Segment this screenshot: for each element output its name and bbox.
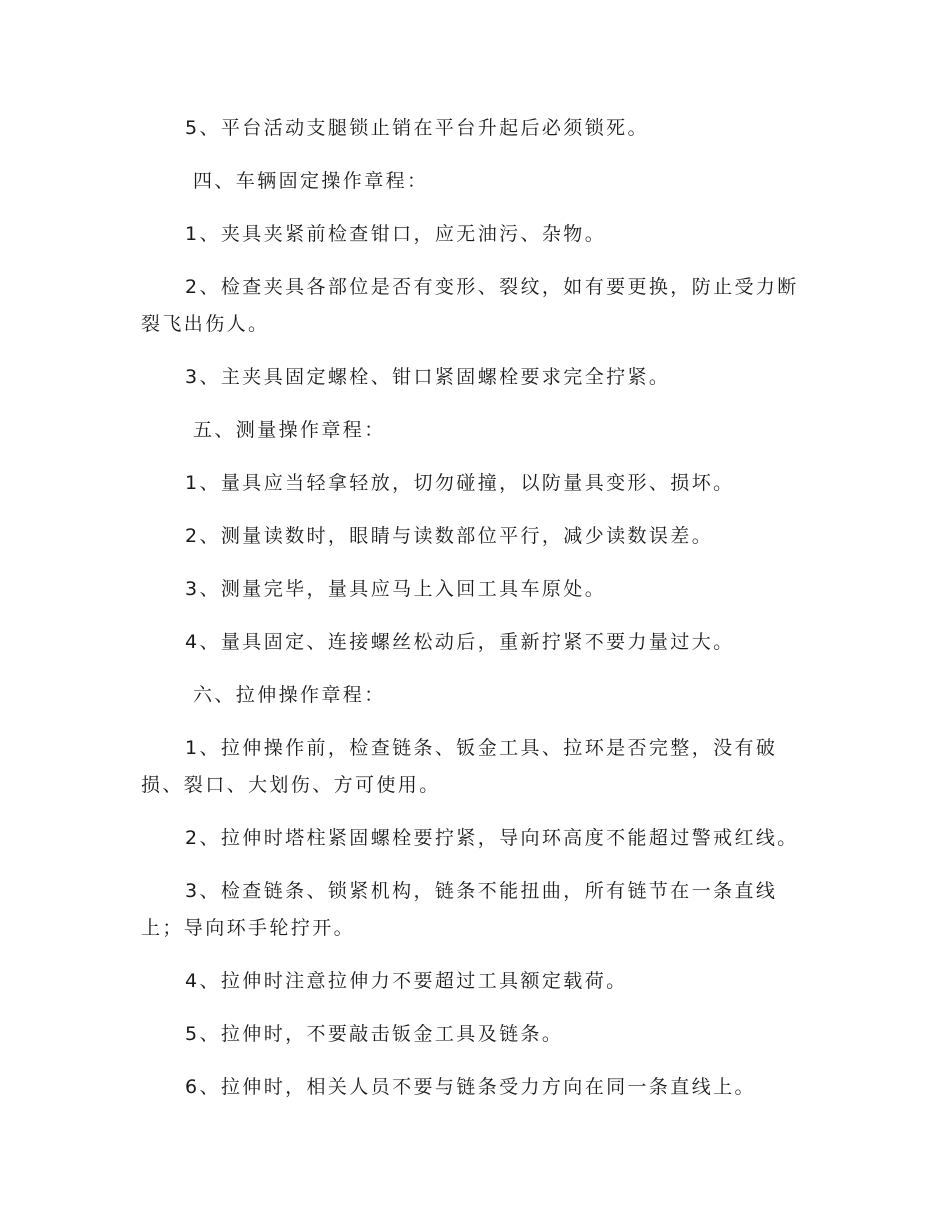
list-item: 5、平台活动支腿锁止销在平台升起后必须锁死。 [185,117,649,139]
list-item: 4、拉伸时注意拉伸力不要超过工具额定载荷。 [185,970,628,992]
list-item: 3、主夹具固定螺栓、钳口紧固螺栓要求完全拧紧。 [185,366,671,388]
list-item: 6、拉伸时，相关人员不要与链条受力方向在同一条直线上。 [185,1076,756,1098]
list-item: 2、测量读数时，眼睛与读数部位平行，减少读数误差。 [185,525,714,547]
section-heading: 五、测量操作章程： [193,419,386,441]
section-heading: 六、拉伸操作章程： [193,684,386,706]
list-item: 5、拉伸时，不要敲击钣金工具及链条。 [185,1023,564,1045]
document-body [141,110,807,1122]
list-item: 1、夹具夹紧前检查钳口，应无油污、杂物。 [185,223,607,245]
list-item: 3、检查链条、锁紧机构，链条不能扭曲，所有链节在一条直线上；导向环手轮拧开。 [141,880,778,939]
list-item: 1、量具应当轻拿轻放，切勿碰撞，以防量具变形、损坏。 [185,472,735,494]
list-item: 2、检查夹具各部位是否有变形、裂纹，如有要更换，防止受力断裂飞出伤人。 [141,276,799,335]
list-item: 2、拉伸时塔柱紧固螺栓要拧紧，导向环高度不能超过警戒红线。 [185,827,799,849]
list-item: 4、量具固定、连接螺丝松动后，重新拧紧不要力量过大。 [185,631,735,653]
list-item: 3、测量完毕，量具应马上入回工具车原处。 [185,578,607,600]
section-heading: 四、车辆固定操作章程： [193,170,429,192]
list-item: 1、拉伸操作前，检查链条、钣金工具、拉环是否完整，没有破损、裂口、大划伤、方可使用。 [141,737,778,796]
